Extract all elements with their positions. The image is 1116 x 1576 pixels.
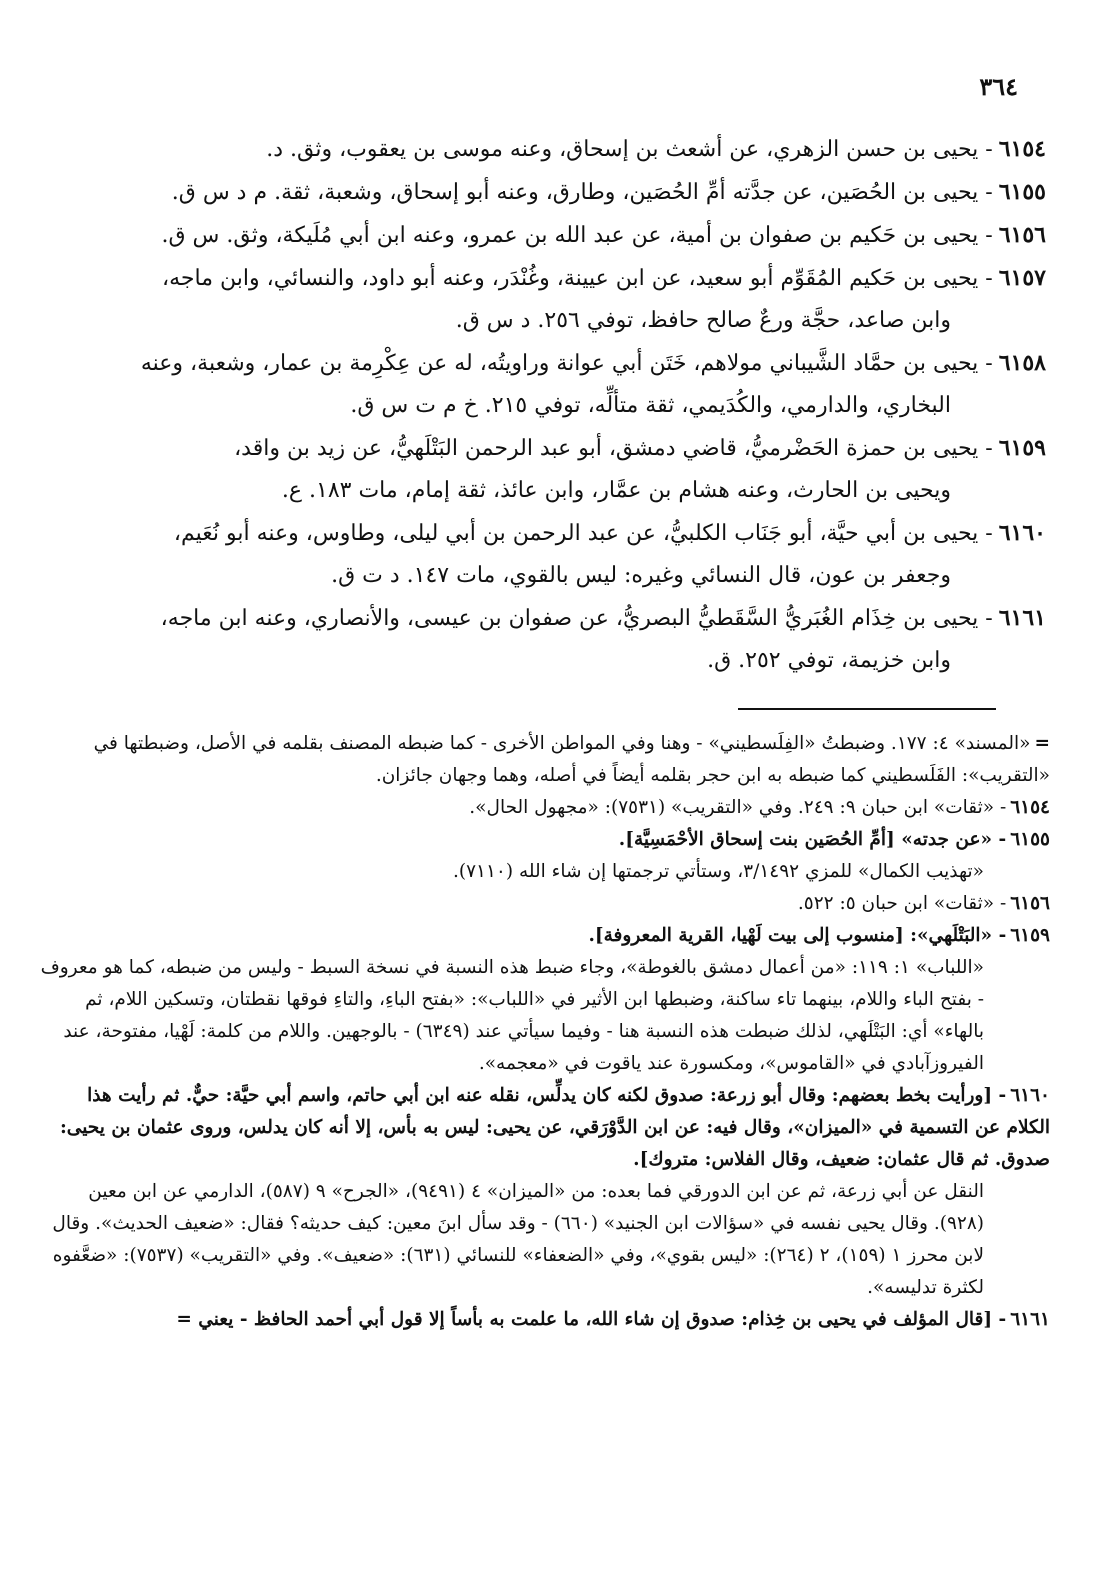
entries-list bbox=[46, 128, 1046, 682]
entry bbox=[46, 257, 1046, 342]
footnote bbox=[40, 824, 1050, 856]
entry bbox=[46, 171, 1046, 214]
footnote bbox=[40, 792, 1050, 824]
entry-first-line bbox=[46, 171, 1046, 214]
footnote bbox=[40, 1304, 1050, 1336]
entry bbox=[46, 342, 1046, 427]
footnote-text: «اللباب» ١: ١١٩: «من أعمال دمشق بالغوطة»، وجاء ضبط هذه النسبة في نسخة السبط - وليس من ضبطه، كما هو معروف - بفتح الباء واللام، بينهما تاء ساكنة، وضبطها ابن الأثير في «اللباب»: «بفتح الباءِ، والتاءِ فوقها نقطتان، وتسكين اللام، ثم بالهاء» أي: البَتْلَهي، لذلك ضبطت هذه النسبة هنا - وفيما سيأتي عند (٦٣٤٩) - بالوجهين. واللام من كلمة: لَهْيا، مفتوحة، عند الفيروزآبادي في «القاموس»، ومكسورة عند ياقوت في «معجمه». bbox=[40, 957, 984, 1074]
entry bbox=[46, 512, 1046, 597]
entry-text: وابن خزيمة، توفي ٢٥٢. ق. bbox=[707, 648, 951, 673]
entry bbox=[46, 427, 1046, 512]
footnote bbox=[40, 1080, 1050, 1176]
entry-continuation-line bbox=[46, 555, 1046, 597]
entry-text: وابن صاعد، حجَّة ورعٌ صالح حافظ، توفي ٢٥٦. د س ق. bbox=[455, 308, 951, 333]
entry-first-line bbox=[46, 512, 1046, 555]
footnotes-list bbox=[40, 728, 1050, 1336]
footnote-text: - «البَتْلَهي»: [منسوب إلى بيت لَهْيا، القرية المعروفة]. bbox=[588, 925, 1007, 946]
footnote-text: - «ثقات» ابن حبان ٥: ٥٢٢. bbox=[797, 893, 1007, 914]
entry-continuation-line bbox=[46, 640, 1046, 682]
footnote-number: ٦١٥٥ bbox=[1010, 829, 1050, 850]
footnote bbox=[40, 888, 1050, 920]
entry-number: ٦١٥٦ bbox=[998, 222, 1046, 248]
entry-first-line bbox=[46, 597, 1046, 640]
footnote-number: ٦١٥٤ bbox=[1010, 797, 1050, 818]
entry-text: البخاري، والدارمي، والكُدَيمي، ثقة متألِّه، توفي ٢١٥. خ م ت س ق. bbox=[350, 393, 951, 418]
entry bbox=[46, 214, 1046, 257]
footnote-number: ٦١٦١ bbox=[1010, 1309, 1050, 1330]
entry-number: ٦١٥٤ bbox=[998, 136, 1046, 162]
entry-text: - يحيى بن خِذَام الغُبَريُّ السَّقَطيُّ البصريُّ، عن صفوان بن عيسى، والأنصاري، وعنه ابن ماجه، bbox=[160, 606, 993, 631]
entry-number: ٦١٥٧ bbox=[998, 265, 1046, 291]
entry-first-line bbox=[46, 128, 1046, 171]
entry-number: ٦١٦١ bbox=[998, 605, 1046, 631]
entry-number: ٦١٥٨ bbox=[998, 350, 1046, 376]
footnote-text: - «ثقات» ابن حبان ٩: ٢٤٩. وفي «التقريب» (٧٥٣١): «مجهول الحال». bbox=[469, 797, 1007, 818]
entry-text: وجعفر بن عون، قال النسائي وغيره: ليس بالقوي، مات ١٤٧. د ت ق. bbox=[331, 563, 951, 588]
entry-first-line bbox=[46, 257, 1046, 300]
entry-first-line bbox=[46, 214, 1046, 257]
footnote-text: - [قال المؤلف في يحيى بن خِذام: صدوق إن شاء الله، ما علمت به بأساً إلا قول أبي أحمد الحافظ - يعني = bbox=[176, 1309, 1007, 1330]
footnote-number: ٦١٦٠ bbox=[1010, 1085, 1050, 1106]
entry-text: - يحيى بن حَكيم المُقَوِّم أبو سعيد، عن ابن عيينة، وغُنْدَر، وعنه أبو داود، والنسائي، وابن ماجه، bbox=[162, 266, 993, 291]
entry-text: - يحيى بن أبي حيَّة، أبو جَنَاب الكلبيُّ، عن عبد الرحمن بن أبي ليلى، وطاوس، وعنه أبو نُعَيم، bbox=[173, 521, 993, 546]
footnote-number: ٦١٥٩ bbox=[1010, 925, 1050, 946]
entry-text: - يحيى بن حمزة الحَضْرميُّ، قاضي دمشق، أبو عبد الرحمن البَتْلَهيُّ، عن زيد بن واقد، bbox=[234, 436, 993, 461]
entry-number: ٦١٥٩ bbox=[998, 435, 1046, 461]
footnote-text: النقل عن أبي زرعة، ثم عن ابن الدورقي فما بعده: من «الميزان» ٤ (٩٤٩١)، «الجرح» ٩ (٥٨٧)، الدارمي عن ابن معين (٩٢٨). وقال يحيى نفسه في «سؤالات ابن الجنيد» (٦٦٠) - وقد سأل ابنَ معين: كيف حديثه؟ فقال: «ضعيف الحديث». وقال لابن محرز ١ (١٥٩)، ٢ (٢٦٤): «ليس بقوي»، وفي «الضعفاء» للنسائي (٦٣١): «ضعيف». وفي «التقريب» (٧٥٣٧): «ضعَّفوه لكثرة تدليسه». bbox=[52, 1181, 984, 1298]
footnote bbox=[40, 920, 1050, 952]
footnote-number: ٦١٥٦ bbox=[1010, 893, 1050, 914]
footnote-divider bbox=[738, 708, 996, 710]
footnote-text: - «عن جدته» [أمِّ الحُصَين بنت إسحاق الأحْمَسِيَّة]. bbox=[618, 829, 1007, 850]
entry-continuation-line bbox=[46, 300, 1046, 342]
entry-text: - يحيى بن حمَّاد الشَّيباني مولاهم، خَتَن أبي عوانة وراويتُه، له عن عِكْرِمة بن عمار، وشعبة، وعنه bbox=[140, 351, 993, 376]
entry-text: - يحيى بن حَكيم بن صفوان بن أمية، عن عبد الله بن عمرو، وعنه ابن أبي مُلَيكة، وثق. س ق. bbox=[161, 223, 993, 248]
entry-number: ٦١٥٥ bbox=[998, 179, 1046, 205]
footnote bbox=[40, 952, 1050, 1080]
entry-text: - يحيى بن حسن الزهري، عن أشعث بن إسحاق، وعنه موسى بن يعقوب، وثق. د. bbox=[266, 137, 993, 162]
entry-text: - يحيى بن الحُصَين، عن جدَّته أمِّ الحُصَين، وطارق، وعنه أبو إسحاق، وشعبة، ثقة. م د س ق. bbox=[171, 180, 993, 205]
footnote-text: - [ورأيت بخط بعضهم: وقال أبو زرعة: صدوق لكنه كان يدلِّس، نقله عنه ابن أبي حاتم، واسم أبي حيَّة: حيٌّ. ثم رأيت هذا الكلام عن التسمية في «الميزان»، وقال فيه: عن ابن الدَّوْرَقي، عن يحيى: ليس به بأس، إلا أنه كان يدلس، وروى عثمان بن يحيى: صدوق. ثم قال عثمان: ضعيف، وقال الفلاس: متروك]. bbox=[59, 1085, 1050, 1170]
footnote-text: «المسند» ٤: ١٧٧. وضبطتُ «الفِلَسطيني» - وهنا وفي المواطن الأخرى - كما ضبطه المصنف بقلمه في الأصل، وضبطتها في «التقريب»: الفَلَسطيني كما ضبطه به ابن حجر بقلمه أيضاً في أصله، وهما وجهان جائزان. bbox=[93, 733, 1050, 786]
footnote bbox=[40, 856, 1050, 888]
entry-text: ويحيى بن الحارث، وعنه هشام بن عمَّار، وابن عائذ، ثقة إمام، مات ١٨٣. ع. bbox=[281, 478, 951, 503]
entry-continuation-line bbox=[46, 385, 1046, 427]
footnote bbox=[40, 1176, 1050, 1304]
footnote-text: «تهذيب الكمال» للمزي ٣/١٤٩٢، وستأتي ترجمتها إن شاء الله (٧١١٠). bbox=[453, 861, 984, 882]
page-number: ٣٦٤ bbox=[979, 72, 1018, 101]
entry-first-line bbox=[46, 427, 1046, 470]
entry-continuation-line bbox=[46, 470, 1046, 512]
entry-first-line bbox=[46, 342, 1046, 385]
entry bbox=[46, 597, 1046, 682]
footnote bbox=[40, 728, 1050, 792]
footnote-number: = bbox=[1034, 733, 1050, 754]
entry-number: ٦١٦٠ bbox=[998, 520, 1046, 546]
entry bbox=[46, 128, 1046, 171]
